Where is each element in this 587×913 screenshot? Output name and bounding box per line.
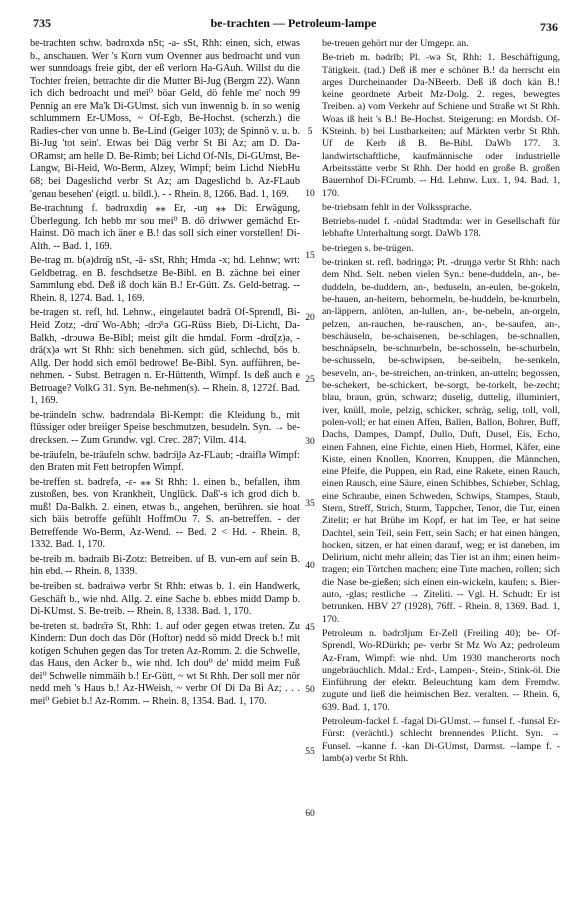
dictionary-entry: be-tragen st. refl, hd. Lehnw., eingelautet bədrā Of-Sprendl, Bi-Heid Zotz; -drɑ̄ Wo-Abh; -drɔ̄ᵛə GG-Rüss Bieb, Di-Licht, Da-Balkh, -drɔuwə Be-Bibl; meist gilt die hmdal. Form -drɑ̄(z)ə, -drā(x)ə wrt St Rhh: sich benehmen. sich güd, schlechd, bös b. Allg. Der hodd sich emöl bedrowe! Be-Bibl. Syn. aufführen, be-nehmen. - Subst. Betragen n. Er-Hüttenth, Wimpf. Is deß auch e Betroage? VolkG 31. Syn. Be-nehmen(s). -- Rhein. 8, 1272f. Bad. 1, 169. xyxy=(30,307,300,407)
dictionary-entry: be-trinken st. refl. bədriŋgə; Pt. -druŋgə verbr St Rhh: nach dem Nhd. Selt. neben vielen Syn.: bene-duddeln, an-, be-duddeln, be-duddern, an-, beduseln, an-eulen, be-gokeln, be-hauen, an-heitern, behormeln, be-huddeln, be-knurbeln, an-läppern, anlöten, an-lullen, an-, be-nebeln, an-orgeln, pelzen, an-rauchen, be-rauschen, an-, be-saufen, an-, beschäuseln, be-schaisenen, be-schlagen, be-schnallen, beschnäpseln, be-schnurbeln, be-schosseln, be-schurbeln, be-schusseln, be-schwipsen, be-seibeln, be-senkeln, beseveln, an-, be-streichen, an-trinken, an-utteln; begossen, be-schekert, be-schickert, be-sorgt, be-torkelt, be-zecht; blau, braun, grün, schwarz; duselig, duttelig, illuminiert, iver, knüll, mole, pelzig, schicker, schräg, selig, toll, voll, polen-voll; er hat einen Affen, Ballen, Ballon, Bohrer, Buff, Dachs, Dampes, Dampf, Dullo, Duft, Dusel, Eis, Echo, einen Fahnen, eine Fichte, einen Hieb, Hormel, Käfer, eine Kiste, einen Knollen, Knorren, Knuppen, die Männchen, eine Pfeife, die Puppen, ein Rad, eine Rakete, einen Rauch, einen Rausch, eine Säure, einen Schibbes, Schieber, Schlag, eine Schraube, einen Schweden, Schwips, Stampes, Staub, Stern, Streff, Strich, Sturm, Tappcher, Tenor, die Tur, einen Zitelit; er hat Brühe im Kopf, er hat im Tee, er hat seine Dachtel, sein Teil, sein Fett, sein Sach; er hat einen hängen, hocken, sitzen, er hat einen darauf, weg; er ist daneben, im Delirium, nicht mehr allein; das Tier ist an ihm; einen heim-tragen; ein Törtchen machen; eine Tute machen, rollen; sich die Nase be-gießen; sich einen ein-wickeln, kaufen; s. Bier-auto, -glas; restliche → Ziteliti. -- Vgl. H. Schudt: Er ist betrunken. HBV 27 (1928), 76ff. - Rhein. 8, 1369. Bad. 1, 170. xyxy=(322,257,560,625)
dictionary-entry: be-trachten schw. bədrɑxdə nSt; -a- sSt, Rhh: einen, sich, etwas b., anschauen. Wer 's Korn vum Ovenner aus bedroacht und vun wer sunndoags freie gibt, der eß verlorn Ha-GAuh. Willst du die Tochter freien, betrachte dir die Mutter Bi-Jug (Bergm 22). Wann ich dich bedroacht und mei⁰ böar Geld, dö fehle me' noch 99 Pennig an ere Ma'k Di-GUmst. sich vun inwennig b. in so wenig schlummern Er-UMoss, ~ Of-Egb, Be-Hochst. (scherzh.) die Radies-cher von unne b. Be-Lind (Geiger 103); de Spinnö v. u. b. Bi-Jug 'tot sein'. Etwas bei Däg verbr St Bi Az; am D. Da-ORamst; am helle D. Be-Rimb; bei Lichd Of-NIs, Di-GUmst, Be-Langw, Bi-Heid, Wo-Berm, Alzey, Wimpf; beim Lichd NiebHu 68; bei Dageslichd verbr St Az; am Dageslichd b. Az-FLaub 'genau besehen' (eigtl. u. bildl.). - - Rhein. 8, 1266. Bad. 1, 169. xyxy=(30,38,300,200)
line-number: 35 xyxy=(305,499,315,509)
dictionary-entry: be-treuen gehört nur der Umgepr. an. xyxy=(322,38,469,49)
line-number: 60 xyxy=(305,809,315,819)
line-number: 20 xyxy=(305,313,315,323)
line-number: 50 xyxy=(305,685,315,695)
line-number: 45 xyxy=(305,623,315,633)
line-number: 15 xyxy=(305,251,315,261)
dictionary-entry: Petroleum-fackel f. -fagəl Di-GUmst. -- funsel f. -funsəl Er-Fürst: (verächtl.) schlecht brennendes P.licht. Syn. → Funsel. --kanne f. -kan Di-GUmst, Darmst. --lampe f. -lamb(ə) verbr St Rhh. xyxy=(322,716,560,764)
line-number: 55 xyxy=(305,747,315,757)
dictionary-entry: be-trändeln schw. bədrɛndələ Bi-Kempt: die Kleidung b., mit flüssiger oder breiiger Speise beschmutzen, besudeln. Syn. → be-drecksen. -- Zum Grundw. vgl. Crec. 287; Vilm. 414. xyxy=(30,409,300,446)
dictionary-entry: Betriebs-nudel f. -nüdəl Stadtmda: wer in Gesellschaft für lebhafte Unterhaltung sorgt. DaWb 178. xyxy=(322,216,560,240)
dictionary-entry: Petroleum n. bədrɔ̄ljum Er-Zell (Freiling 40); be- Of-Sprendl, Wo-RDürkh; pe- verbr St Mz Wo Az; pedroleum Az-Fram, Wimpf: wie nhd. Um 1930 mancherorts noch ungebräuchlich. Mdal.: Erd-, Lampen-, Stein-, Stink-öl. Die Einführung der elektr. Beleuchtung kam dem Fremdw. zugute und ließ die heimischen Bez. veralten. -- Rhein. 6, 639. Bad. 1, 170. xyxy=(322,627,560,713)
running-title: be-trachten — Petroleum-lampe xyxy=(210,16,377,30)
dictionary-entry: be-triebsam fehlt in der Volkssprache. xyxy=(322,201,472,213)
dictionary-entry: be-treiben st. bədraiwə verbr St Rhh: etwas b. 1. ein Handwerk, Geschäft b., wie nhd. Allg. 2. eine Sache b. ebbes midd Damp b. Di-KUmst. S. Be-treib. -- Rhein. 8, 1338. Bad. 1, 170. xyxy=(30,580,300,618)
dictionary-entry: be-treten st. bədrɛ̄rə St, Rhh: 1. auf oder gegen etwas treten. Zu Kindern: Dun doch das Dör (Hoftor) nedd sö midd Dreck b.! mit kotigen Schuhen gegen das Tor treten Az-Romm. 2. die Schwelle, das Haus, den Acker b., wie nhd. Ich dou⁰ de' midd meim Fuß dei⁰ Schwelle nimmäih b.! Er-Gütt, ~ wt St Rhh. Der soll mer nör nedd meh 's Haus b.! Az-HWeish, ~ verbr Of Di Da Bi Az; . . . mei⁰ Gebiet b.! Az-Romm. -- Rhein. 8, 1354. Bad. 1, 170. xyxy=(30,620,300,707)
page-number-right: 736 xyxy=(540,20,558,34)
dictionary-entry: Be-trieb m. bədrīb; Pl. -wə St, Rhh: 1. Beschäftigung, Tätigkeit. (tad.) Deß iß mer e schöner B.! da herrscht ein arges Durcheinander Da-NBeerb. Deß iß doch kän B.! keine geordnete Arbeit Mz-Dolg. 2. reges, bewegtes Treiben. a) vom Verkehr auf Schiene und Straße wt St Rhh. Woas iß heit 's B.! Be-Hochst. Steigerung: en Mordsb. Of-KSteinh. b) bei Lustbarkeiten; auf Märkten verbr St Rhh. Uf de Kerb iß B. Be-Bibl. DaWb 177. 3. landwirtschaftliche, kaufmännische oder industrielle Arbeitsstätte verbr St Rhh. Der hodd en große B. großen Bauernhof Di-FCrumb. -- Hd. Lehnw. Lux. 1, 94. Bad. 1, 170. xyxy=(322,52,560,199)
dictionary-entry: be-triegen s. be-trügen. xyxy=(322,242,414,254)
line-number: 5 xyxy=(307,127,313,137)
dictionary-entry: Be-trachtung f. bədrɑxdiŋ ⁎⁎ Er, -uŋ ⁎⁎ Di: Erwägung, Überlegung. Ich hebb mr sou mei⁰ B. dö driwwer gemächd Er-Hainst. Dö mach ich äner e B.! das soll sich einer vorstellen! Di-Alth. -- Bad. 1, 169. xyxy=(30,203,300,252)
left-column xyxy=(30,38,300,710)
dictionary-entry: be-träufeln, be-träufeln schw. bədrɔ̄ɪ̯lə Az-FLaub; -draiflə Wimpf: den Braten mit Fett betropfen Wimpf. xyxy=(30,449,300,474)
line-number: 10 xyxy=(305,189,315,199)
page-number-left: 735 xyxy=(33,16,51,30)
right-column xyxy=(322,38,560,767)
line-number: 30 xyxy=(305,437,315,447)
dictionary-entry: be-treib m. bədraib Bi-Zotz: Betreiben. uf B. vun-em auf sein B. hin ebd. -- Rhein. 8, 1339. xyxy=(30,553,300,578)
dictionary-entry: Be-trag m. b(ə)drɑ̄g nSt, -ā- sSt, Rhh; Hmda -x; hd. Lehnw; wrt: Geldbetrag. en B. feschdsetze Be-Bibl. en B. zächne bei einer Sammlung ebd. Deß iß doch kän B.! Er-Gütt. Zs. Geld-betrag. -- Rhein. 8, 1274. Bad. 1, 169. xyxy=(30,255,300,304)
dictionary-entry: be-treffen st. bədrefə, -ɛ- ⁎⁎ St Rhh: 1. einen b., befallen, ihm zustoßen, bes. von Krankheit, Unglück. Daß'-s ich grod dich b. muß! Da-Balkh. 2. einen, etwas b., angehen, berühren. sie hoat sich bäis betroffe gefühlt HoffmOu 7. S. an-betreffen. - der Betreffende Wo-Berm, Az-Wend. -- Bed. 2 < Hd. - Rhein. 8, 1332. Bad. 1, 170. xyxy=(30,476,300,551)
line-number: 40 xyxy=(305,561,315,571)
line-number: 25 xyxy=(305,375,315,385)
